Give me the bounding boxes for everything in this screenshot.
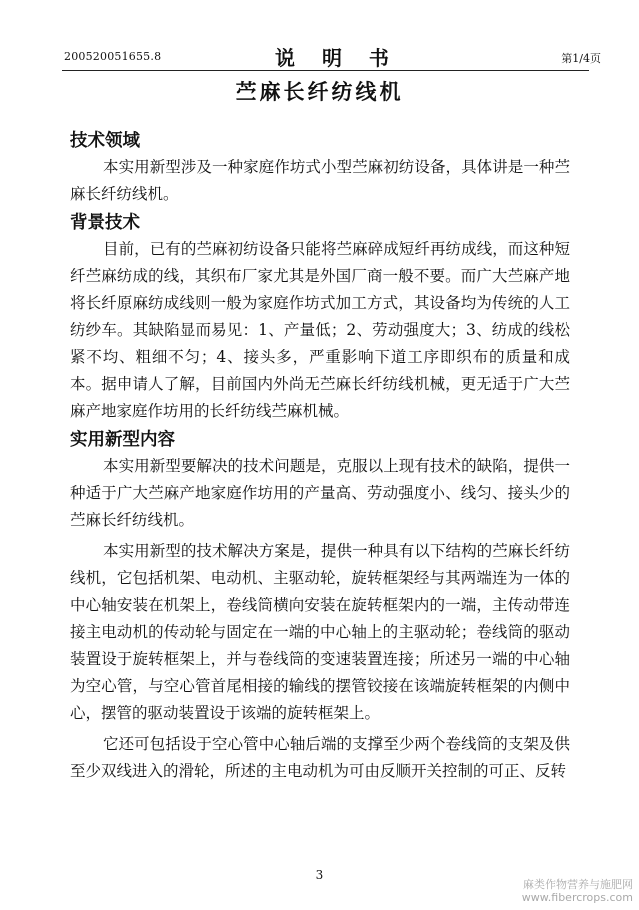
document-body [70, 128, 570, 785]
page-header [0, 0, 639, 72]
watermark-line: 麻类作物营养与施肥网 [523, 878, 633, 891]
paragraph: 本实用新型的技术解决方案是，提供一种具有以下结构的苎麻长纤纺线机，它包括机架、电动机、主驱动轮，旋转框架经与其两端连为一体的中心轴安装在机架上，卷线筒横向安装在旋转框架内的一端，主传动带连接主电动机的传动轮与固定在一端的中心轴上的主驱动轮；卷线筒的驱动装置设于旋转框架上，并与卷线筒的变速装置连接；所述另一端的中心轴为空心管，与空心管首尾相接的输线的摆管铰接在该端旋转框架的内侧中心，摆管的驱动装置设于该端的旋转框架上。 [70, 542, 570, 722]
paragraph: 它还可包括设于空心管中心轴后端的支撑至少两个卷线筒的支架及供至少双线进入的滑轮，所述的主电动机为可由反顺开关控制的可正、反转 [70, 735, 570, 780]
section-background [70, 210, 570, 425]
header-divider [62, 70, 589, 71]
section-heading: 背景技术 [70, 213, 140, 233]
document-title: 苎麻长纤纺线机 [235, 79, 404, 104]
page-number: 3 [315, 868, 324, 882]
page-label: 第1/4页 [561, 52, 601, 65]
doc-number: 200520051655.8 [64, 50, 162, 63]
paragraph: 本实用新型要解决的技术问题是，克服以上现有技术的缺陷，提供一种适于广大苎麻产地家庭作坊用的产量高、劳动强度小、线匀、接头少的苎麻长纤纺线机。 [70, 457, 570, 529]
header-title: 说 明 书 [275, 46, 399, 70]
watermark [522, 878, 633, 904]
watermark-url: www.fibercrops.com [521, 891, 633, 904]
section-heading: 技术领域 [70, 131, 140, 151]
paragraph: 目前，已有的苎麻初纺设备只能将苎麻碎成短纤再纺成线，而这种短纤苎麻纺成的线，其织布厂家尤其是外国厂商一般不要。而广大苎麻产地将长纤原麻纺成线则一般为家庭作坊式加工方式，其设备均为传统的人工纺纱车。其缺陷显而易见：1、产量低；2、劳动强度大；3、纺成的线松紧不均、粗细不匀；4、接头多，严重影响下道工序即织布的质量和成本。据申请人了解，目前国内外尚无苎麻长纤纺线机械，更无适于广大苎麻产地家庭作坊用的长纤纺线苎麻机械。 [70, 240, 570, 420]
section-technical-field [70, 128, 570, 208]
section-heading: 实用新型内容 [70, 430, 175, 450]
section-utility-model-content [70, 427, 570, 785]
paragraph: 本实用新型涉及一种家庭作坊式小型苎麻初纺设备，具体讲是一种苎麻长纤纺线机。 [70, 158, 570, 203]
